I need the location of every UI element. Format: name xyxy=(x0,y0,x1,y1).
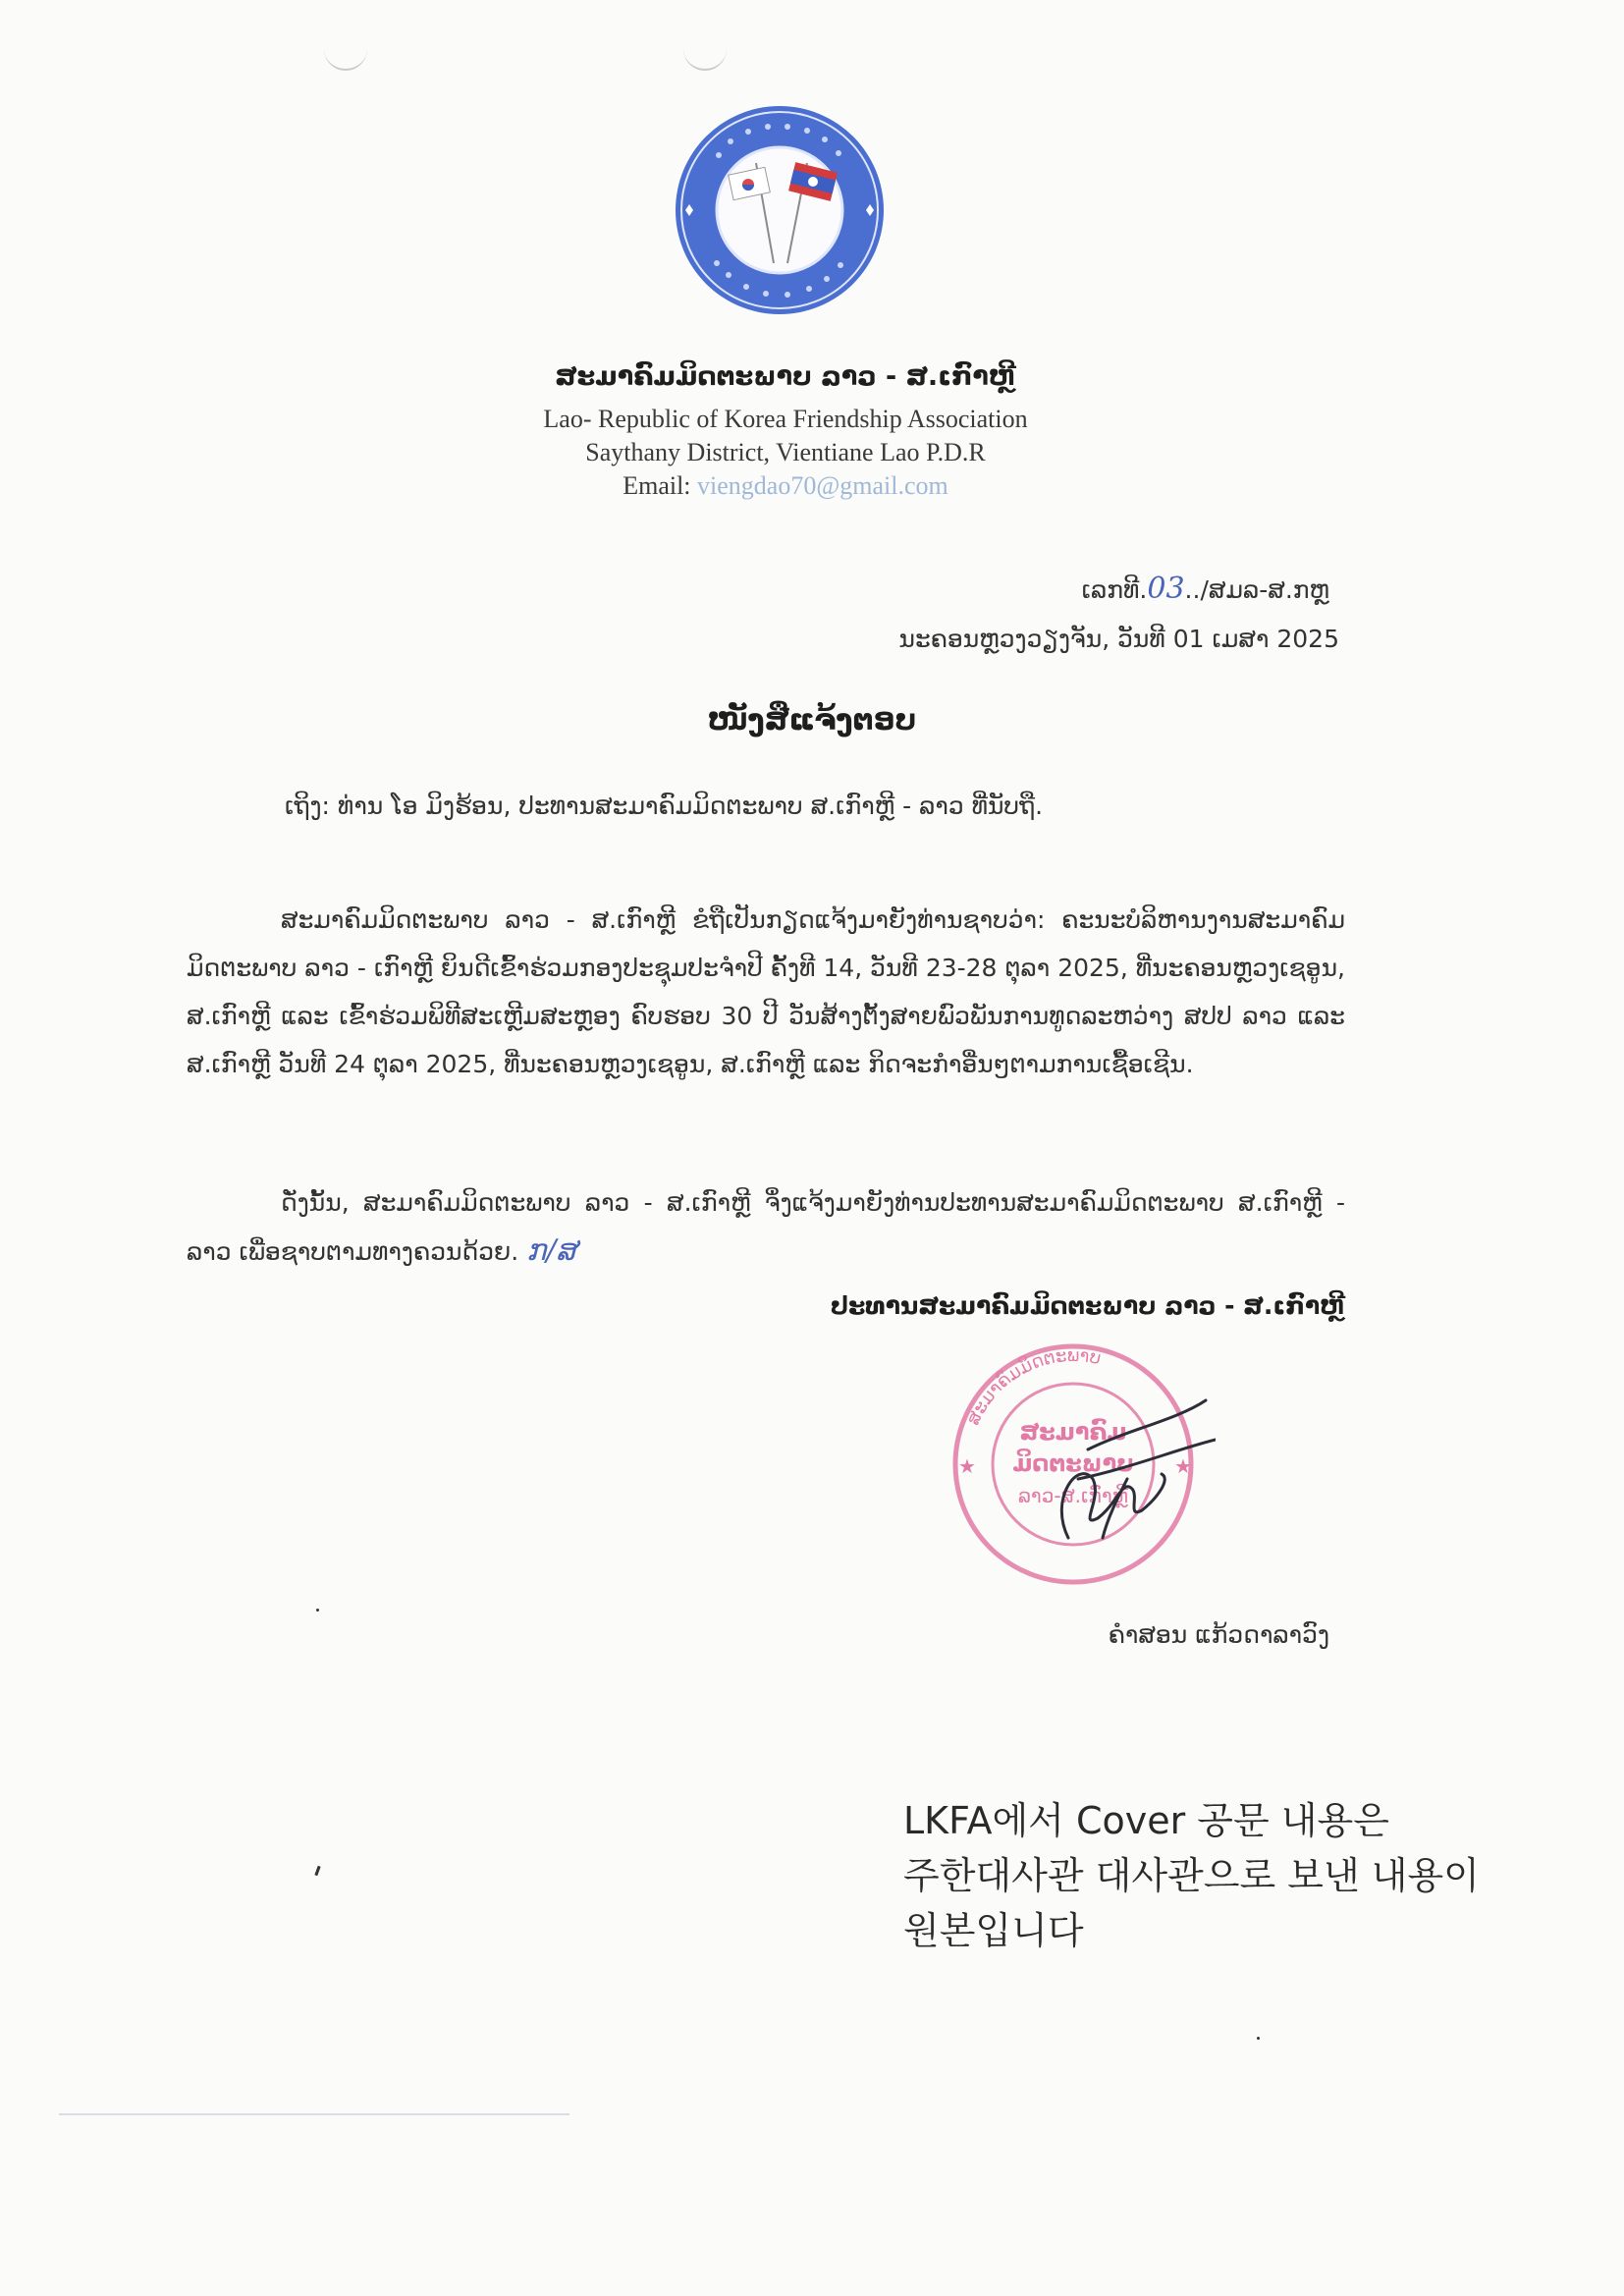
body-paragraph-2-text: ດັ່ງນັ້ນ, ສະມາຄົມມິດຕະພາບ ລາວ - ສ.ເກົາຫຼີ ຈຶ່ງແຈ້ງມາຍັງທ່ານປະທານສະມາຄົມມິດຕະພາບ ສ.ເກົາຫຼີ - ລາວ ເພື່ອຊາບຕາມທາງຄວນດ້ວຍ. xyxy=(187,1188,1345,1266)
handwritten-korean-note xyxy=(903,1793,1610,1958)
svg-text:★: ★ xyxy=(958,1454,976,1478)
note-line-1: LKFA에서 Cover 공문 내용은 xyxy=(903,1799,1389,1842)
signatory-name: ຄໍາສອນ ແກ້ວດາລາວົງ xyxy=(1108,1620,1329,1649)
org-email xyxy=(295,469,1276,503)
email-label: Email: xyxy=(623,471,691,500)
body-paragraph-1: ສະມາຄົມມິດຕະພາບ ລາວ - ສ.ເກົາຫຼີ ຂໍຖືເປັນກຽດແຈ້ງມາຍັງທ່ານຊາບວ່າ: ຄະນະບໍລິຫານງານສະມາຄົມມິດຕະພາບ ລາວ - ເກົາຫຼີ ຍິນດີເຂົ້າຮ່ວມກອງປະຊຸມປະຈໍາປີ ຄັ້ງທີ 14, ວັນທີ 23-28 ຕຸລາ 2025, ທີ່ນະຄອນຫຼວງເຊອູນ, ສ.ເກົາຫຼີ ແລະ ເຂົ້າຮ່ວມພິທີສະເຫຼີມສະຫຼອງ ຄົບຮອບ 30 ປີ ວັນສ້າງຕັ້ງສາຍພົວພັນການທູດລະຫວ່າງ ສປປ ລາວ ແລະ ສ.ເກົາຫຼີ ວັນທີ 24 ຕຸລາ 2025, ທີ່ນະຄອນຫຼວງເຊອູນ, ສ.ເກົາຫຼີ ແລະ ກິດຈະກໍາອື່ນໆຕາມການເຊື້ອເຊີນ. xyxy=(187,905,1345,1078)
recipient-line: ເຖິງ: ທ່ານ ໂອ ມິງຮ້ອນ, ປະທານສະມາຄົມມິດຕະພາບ ສ.ເກົາຫຼີ - ລາວ ທີ່ນັບຖື. xyxy=(285,792,1044,820)
handwritten-initials: ກ/ສ xyxy=(526,1233,577,1268)
svg-text:★: ★ xyxy=(1174,1454,1192,1478)
stamp-center-line-1: ສະມາຄົມ xyxy=(1019,1418,1127,1446)
org-name-lao: ສະມາຄົມມິດຕະພາບ ລາວ - ສ.ເກົາຫຼີ xyxy=(555,361,1016,392)
org-name-english: Lao- Republic of Korea Friendship Association xyxy=(543,405,1028,433)
speck xyxy=(316,1609,319,1612)
stamp-ring-text: ສະມາຄົມມິດຕະພາບ xyxy=(962,1344,1104,1429)
note-line-2: 주한대사관 대사관으로 보낸 내용이 xyxy=(903,1854,1480,1897)
document-title: ໜັງສືແຈ້ງຕອບ xyxy=(707,703,917,738)
note-line-3: 원본입니다 xyxy=(903,1909,1084,1952)
stamp-center-line-2: ມິດຕະພາບ xyxy=(1012,1449,1134,1477)
speck xyxy=(314,1866,320,1876)
stamp-center-line-3: ລາວ-ສ.ເກົາຫຼີ xyxy=(1017,1484,1129,1507)
body-paragraph-2 xyxy=(187,1178,1345,1276)
ref-number-handwritten: 03 xyxy=(1147,572,1185,606)
org-details xyxy=(295,403,1276,503)
org-address: Saythany District, Vientiane Lao P.D.R xyxy=(585,438,986,466)
punch-hole-left xyxy=(324,47,367,71)
punch-hole-right xyxy=(683,47,727,71)
reference-number xyxy=(1082,572,1329,606)
speck xyxy=(1257,2037,1260,2040)
place-date: ນະຄອນຫຼວງວຽງຈັນ, ວັນທີ 01 ເມສາ 2025 xyxy=(898,625,1339,653)
ref-suffix: ../ສມລ-ສ.ກຫຼ xyxy=(1184,575,1329,604)
email-link[interactable]: viengdao70@gmail.com xyxy=(697,471,948,500)
official-stamp xyxy=(931,1332,1216,1597)
scan-edge-line xyxy=(59,2113,569,2115)
signatory-title: ປະທານສະມາຄົມມິດຕະພາບ ລາວ - ສ.ເກົາຫຼີ xyxy=(830,1291,1345,1320)
ref-prefix: ເລກທີ. xyxy=(1081,575,1148,604)
association-logo xyxy=(672,102,888,318)
